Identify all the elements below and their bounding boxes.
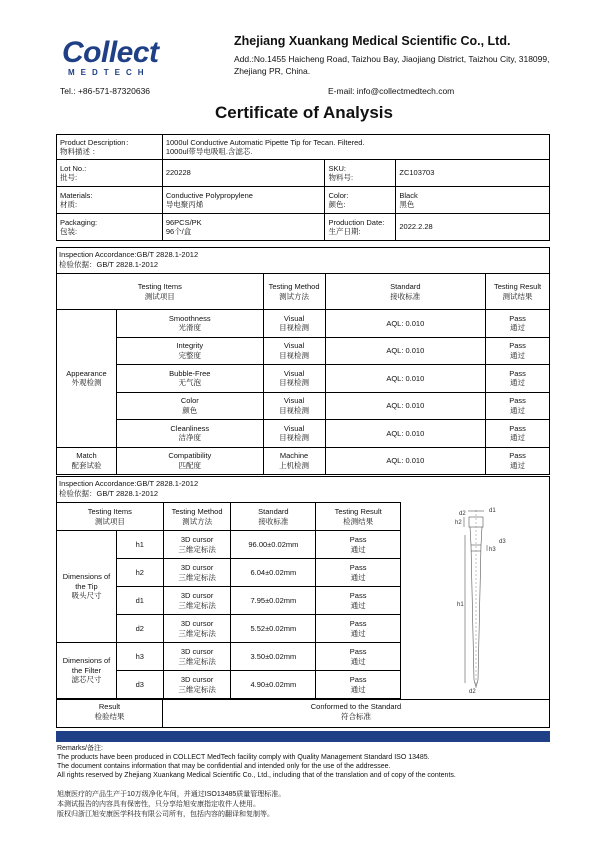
match-label: Match [76, 451, 97, 460]
table-row [57, 643, 401, 671]
appearance-inspection-section [56, 247, 550, 475]
remarks-title: Remarks/备注: [57, 745, 103, 752]
test-result: Pass [509, 313, 526, 323]
test-method: Visual [283, 341, 305, 351]
materials-row [57, 187, 550, 214]
sku-value: ZC103703 [399, 168, 435, 178]
lot-value: 220228 [165, 168, 191, 178]
test-item: Smoothness [168, 313, 211, 323]
result-value: Conformed to the Standard [310, 702, 402, 711]
pipette-tip-diagram [447, 505, 547, 695]
test-method: Visual [283, 423, 305, 433]
tip-label-2: the Tip [75, 581, 98, 591]
test-method: Machine [279, 451, 309, 460]
diagram-label-d3: d3 [499, 539, 506, 545]
test-method: Visual [283, 368, 305, 378]
inspection1-accordance: Inspection Accordance:GB/T 2828.1-2012 [59, 250, 199, 259]
test-method-cn: 三维定标法 [178, 628, 216, 638]
inspection1-accordance-cn: 检验依据：GB/T 2828.1-2012 [59, 259, 159, 269]
table-row [57, 337, 550, 365]
result-label: Result [98, 702, 121, 711]
diagram-label-d2-bottom: d2 [469, 689, 476, 695]
test-method: Visual [283, 396, 305, 406]
test-item: Bubble-Free [169, 368, 211, 378]
sku-label-cn: 物料号: [328, 173, 354, 182]
test-item: Compatibility [168, 451, 212, 460]
tip-label-cn: 吸头尺寸 [71, 591, 102, 601]
product-desc-label: Product Description： [60, 137, 133, 147]
test-result: Pass [349, 619, 367, 628]
test-method: 3D cursor [180, 619, 214, 628]
product-desc-value-cn: 1000ul带导电吸咀.含滤芯. [165, 147, 253, 156]
remarks-line-cn: 旭康医疗的产品生产于10万级净化车间，并通过ISO13485质量管理标准。 [57, 791, 286, 798]
test-standard: 5.52±0.02mm [250, 623, 297, 633]
test-standard: AQL: 0.010 [386, 455, 425, 465]
test-method-cn: 上机检测 [279, 460, 310, 470]
color-label: Color: [328, 190, 349, 200]
test-method: 3D cursor [180, 563, 214, 572]
header-testing-items: Testing Items [87, 507, 132, 516]
test-method: 3D cursor [180, 535, 214, 544]
test-item: d2 [135, 623, 144, 633]
header-testing-method-cn: 测试方法 [279, 291, 310, 301]
materials-label: Materials: [60, 190, 93, 200]
company-tel: Tel.: +86-571-87320636 [60, 86, 151, 96]
company-logo-subtitle: MEDTECH [68, 68, 150, 77]
diagram-label-d1: d1 [489, 508, 496, 514]
test-result: Pass [509, 396, 526, 406]
color-value-cn: 黑色 [399, 200, 415, 209]
product-desc-row [57, 135, 550, 160]
header-testing-result-cn: 检测结果 [343, 516, 374, 526]
inspection2-accordance-cn: 检验依据：GB/T 2828.1-2012 [59, 488, 159, 498]
test-result-cn: 通过 [510, 405, 526, 415]
test-item: Color [180, 396, 199, 406]
remarks-line-cn: 本测试报告的内容具有保密性，只分享给旭安康指定收件人使用。 [57, 801, 260, 808]
document-title: Certificate of Analysis [215, 103, 393, 122]
remarks-block [57, 744, 557, 780]
table-row [57, 392, 550, 420]
header-standard-cn: 接收标准 [258, 516, 289, 526]
test-standard: AQL: 0.010 [386, 318, 425, 328]
test-standard: AQL: 0.010 [386, 428, 425, 438]
test-standard: 4.90±0.02mm [250, 679, 297, 689]
test-result-cn: 通过 [510, 350, 526, 360]
remarks-line: All rights reserved by Zhejiang Xuankang Medical Scientific Co., Ltd., including that of the translation and of copy of the contents. [57, 772, 456, 779]
test-method-cn: 目视检测 [279, 378, 310, 388]
footer-bar [56, 731, 550, 742]
table-row [57, 310, 550, 338]
test-standard: 7.95±0.02mm [250, 595, 297, 605]
table-row [57, 531, 401, 559]
prod-date-label: Production Date: [328, 217, 385, 227]
result-label-cn: 检验结果 [94, 712, 125, 721]
header-testing-method-cn: 测试方法 [182, 516, 213, 526]
test-result: Pass [509, 451, 526, 460]
header-testing-result: Testing Result [334, 507, 382, 516]
result-value-cn: 符合标准 [341, 712, 371, 721]
test-item: h2 [135, 567, 144, 577]
company-logo: Collect [62, 36, 159, 69]
materials-value: Conductive Polypropylene [165, 190, 253, 200]
test-item: d1 [135, 595, 144, 605]
diagram-label-d2: d2 [459, 511, 466, 517]
test-method: 3D cursor [180, 647, 214, 656]
prod-date-label-cn: 生产日期: [328, 227, 361, 236]
prod-date-value: 2022.2.28 [399, 222, 433, 232]
header-testing-result: Testing Result [493, 282, 542, 291]
test-item-cn: 匹配度 [178, 460, 202, 470]
header-testing-items-cn: 测试项目 [94, 516, 125, 526]
test-item-cn: 完整度 [178, 350, 202, 360]
test-item: h1 [135, 539, 144, 549]
test-result: Pass [349, 535, 367, 544]
packaging-value-cn: 96个/盒 [165, 227, 192, 236]
lot-row [57, 160, 550, 187]
test-item-cn: 颜色 [182, 405, 198, 415]
color-value: Black [399, 190, 418, 200]
appearance-label: Appearance [66, 368, 107, 378]
remarks-line: The products have been produced in COLLECT MedTech facility comply with Quality Management Standard ISO 13485. [57, 754, 430, 761]
filter-label-2: the Filter [71, 665, 102, 675]
header-standard-cn: 接收标准 [390, 291, 421, 301]
table-row [57, 447, 550, 474]
materials-value-cn: 导电聚丙烯 [165, 200, 204, 209]
appearance-table [56, 273, 550, 475]
filter-label-1: Dimensions of [62, 656, 111, 666]
test-result-cn: 通过 [350, 572, 366, 582]
test-method: Visual [283, 313, 305, 323]
header-testing-items: Testing Items [137, 282, 182, 291]
dimension-table [56, 502, 401, 699]
test-result: Pass [509, 341, 526, 351]
test-result: Pass [349, 675, 367, 684]
match-label-cn: 配套试验 [71, 460, 102, 470]
test-result-cn: 通过 [350, 544, 366, 554]
test-item-cn: 光滑度 [178, 323, 202, 333]
packaging-row [57, 214, 550, 241]
product-desc-value: 1000ul Conductive Automatic Pipette Tip for Tecan. Filtered. [165, 137, 365, 147]
sku-label: SKU: [328, 163, 346, 173]
company-email: E-mail: info@collectmedtech.com [328, 86, 455, 96]
test-result-cn: 通过 [350, 628, 366, 638]
test-method-cn: 目视检测 [279, 350, 310, 360]
test-method-cn: 目视检测 [279, 433, 310, 443]
test-result-cn: 通过 [350, 684, 366, 694]
header-testing-result-cn: 测试结果 [502, 291, 533, 301]
remarks-line-cn: 版权归浙江旭安康医学科技有限公司所有，包括内容的翻译和复制等。 [57, 811, 274, 818]
header-testing-method: Testing Method [268, 282, 320, 291]
inspection2-accordance: Inspection Accordance:GB/T 2828.1-2012 [59, 479, 199, 488]
test-item: Integrity [176, 341, 204, 351]
tip-label-1: Dimensions of [62, 572, 111, 582]
header-testing-items-cn: 测试项目 [144, 291, 175, 301]
remarks-line: The document contains information that may be confidential and intended only for the use of the addressee. [57, 763, 391, 770]
table-row [57, 365, 550, 393]
test-item: h3 [135, 651, 144, 661]
test-result: Pass [509, 368, 526, 378]
test-result: Pass [349, 647, 367, 656]
test-method: 3D cursor [180, 675, 214, 684]
test-item-cn: 洁净度 [178, 433, 202, 443]
test-result-cn: 通过 [350, 656, 366, 666]
test-method-cn: 三维定标法 [178, 572, 216, 582]
test-result-cn: 通过 [510, 323, 526, 333]
diagram-label-h2: h2 [455, 520, 462, 526]
test-item-cn: 无气泡 [178, 378, 202, 388]
product-info-table [56, 134, 550, 241]
test-result: Pass [509, 423, 526, 433]
product-desc-label-cn: 物料描述 ： [60, 147, 100, 156]
dimension-header-row [57, 503, 401, 531]
test-result-cn: 通过 [510, 433, 526, 443]
test-item: Cleanliness [170, 423, 210, 433]
appearance-header-row [57, 274, 550, 310]
test-standard: 96.00±0.02mm [248, 539, 299, 549]
appearance-label-cn: 外观检测 [71, 378, 102, 388]
test-method-cn: 三维定标法 [178, 684, 216, 694]
test-result: Pass [349, 563, 367, 572]
test-method-cn: 目视检测 [279, 323, 310, 333]
test-standard: AQL: 0.010 [386, 373, 425, 383]
test-method-cn: 三维定标法 [178, 656, 216, 666]
test-method: 3D cursor [180, 591, 214, 600]
filter-label-cn: 滤芯尺寸 [71, 675, 102, 685]
test-method-cn: 目视检测 [279, 405, 310, 415]
remarks-cn-block [57, 790, 557, 820]
table-row [57, 420, 550, 448]
packaging-value: 96PCS/PK [165, 217, 202, 227]
test-result-cn: 通过 [510, 378, 526, 388]
materials-label-cn: 材质: [60, 200, 78, 209]
test-method-cn: 三维定标法 [178, 544, 216, 554]
packaging-label: Packaging: [60, 217, 98, 227]
company-address: Add.:No.1455 Haicheng Road, Taizhou Bay, Jiaojiang District, Taizhou City, 318099, Zhejiang PR, China. [234, 54, 550, 76]
diagram-label-h1: h1 [457, 602, 464, 608]
packaging-label-cn: 包装: [60, 227, 78, 236]
test-item: d3 [135, 679, 144, 689]
header-standard: Standard [390, 282, 421, 291]
test-method-cn: 三维定标法 [178, 600, 216, 610]
diagram-label-h3: h3 [489, 547, 496, 553]
test-result-cn: 通过 [350, 600, 366, 610]
lot-label: Lot No.: [60, 163, 87, 173]
test-standard: AQL: 0.010 [386, 346, 425, 355]
dimension-inspection-section [56, 476, 550, 728]
company-name: Zhejiang Xuankang Medical Scientific Co., Ltd. [234, 34, 511, 48]
header-testing-method: Testing Method [171, 507, 223, 516]
test-result-cn: 通过 [510, 460, 526, 470]
test-standard: 3.50±0.02mm [250, 651, 297, 661]
test-standard: 6.04±0.02mm [250, 567, 297, 577]
lot-label-cn: 批号: [60, 173, 78, 182]
color-label-cn: 颜色: [328, 200, 346, 209]
test-standard: AQL: 0.010 [386, 401, 425, 410]
header-standard: Standard [258, 507, 289, 516]
test-result: Pass [349, 591, 367, 600]
